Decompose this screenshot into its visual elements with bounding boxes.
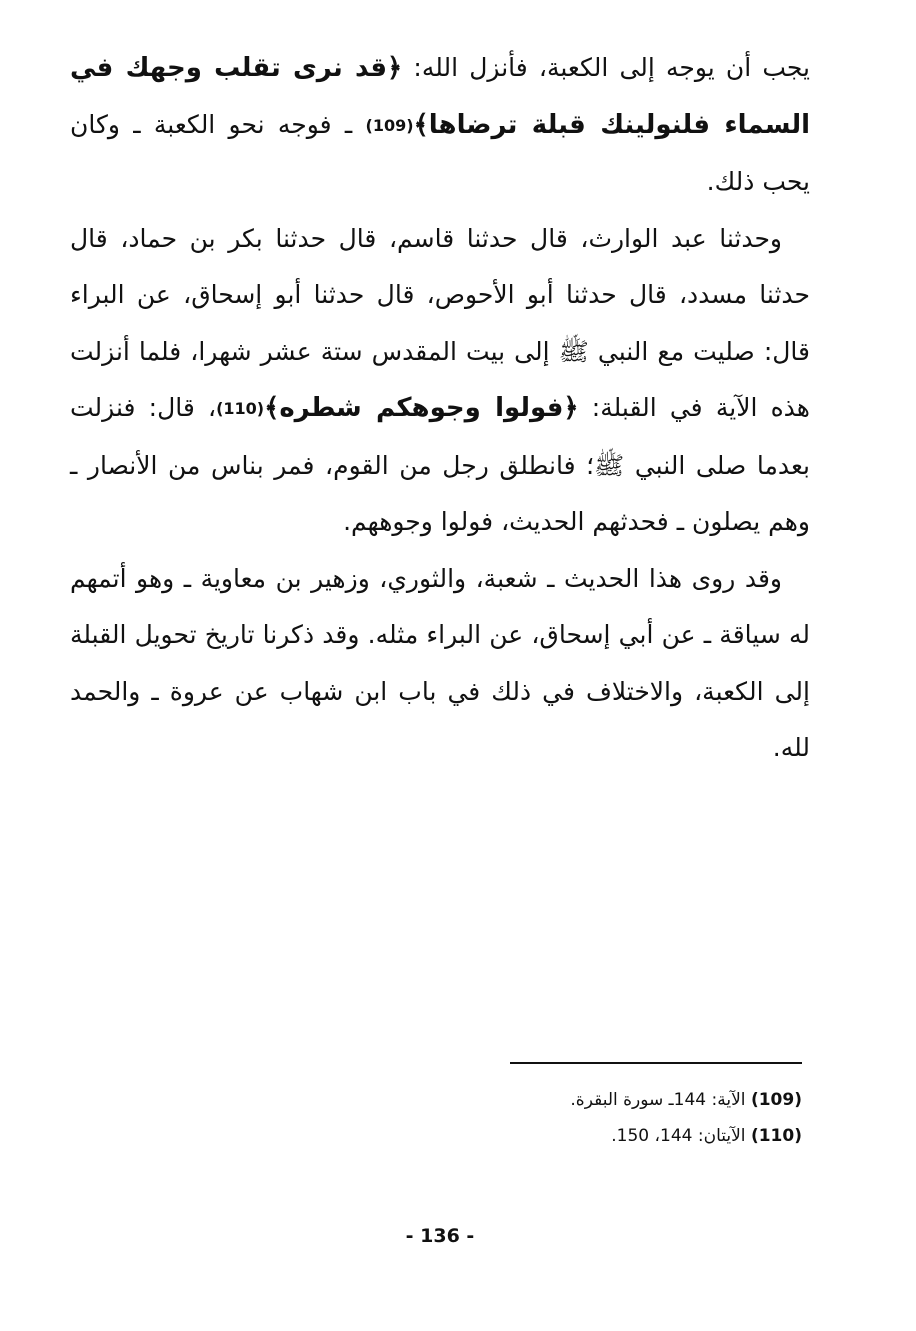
footnote-text: الآية: 144ـ سورة البقرة. (570, 1090, 751, 1110)
footnote-text: الآيتان: 144، 150. (611, 1126, 751, 1146)
page-number: - 136 - (405, 1225, 475, 1247)
footnote-ref-110: (110) (216, 399, 265, 418)
paragraph-2-text-a: وحدثنا عبد الوارث، قال حدثنا قاسم، قال حدثنا بكر بن حماد، قال حدثنا مسدد، قال حدثنا أبو الأحوص، قال حدثنا أبو إسحاق، عن البراء قال: صليت مع النبي ﷺ إلى بيت المقدس ستة عشر شهرا، فلما أنزلت هذه الآية في القبلة: (70, 223, 810, 422)
paragraph-1-text-b: ـ فوجه نحو الكعبة ـ وكان يحب ذلك. (70, 109, 810, 196)
quran-verse-2: ﴿فولوا وجوهكم شطره﴾ (264, 393, 579, 423)
main-text (70, 40, 810, 777)
footnote-109 (302, 1082, 802, 1118)
paragraph-2 (70, 211, 810, 551)
footnote-110 (302, 1118, 802, 1154)
paragraph-3 (70, 551, 810, 777)
footnote-ref-109: (109) (365, 115, 414, 135)
book-page (70, 40, 810, 1300)
quran-verse-1: ﴿قد نرى تقلب وجهك في السماء فلنولينك قبلة ترضاها﴾ (70, 53, 810, 140)
paragraph-1 (70, 40, 810, 211)
footnote-separator (510, 1062, 802, 1064)
footnote-number: (110) (750, 1126, 802, 1146)
footnote-number: (109) (750, 1090, 802, 1110)
paragraph-1-text-a: يجب أن يوجه إلى الكعبة، فأنزل الله: (402, 53, 810, 82)
footnotes (302, 1082, 802, 1154)
paragraph-3-text: وقد روى هذا الحديث ـ شعبة، والثوري، وزهير بن معاوية ـ وهو أتمهم له سياقة ـ عن أبي إسحاق، عن البراء مثله. وقد ذكرنا تاريخ تحويل القبلة إلى الكعبة، والاختلاف في ذلك في باب ابن شهاب عن عروة ـ والحمد لله. (70, 563, 810, 762)
paragraph-2-text-b: ، قال: فنزلت بعدما صلى النبي ﷺ؛ فانطلق رجل من القوم، فمر بناس من الأنصار ـ وهم يصلون ـ فحدثهم الحديث، فولوا وجوههم. (70, 393, 810, 536)
